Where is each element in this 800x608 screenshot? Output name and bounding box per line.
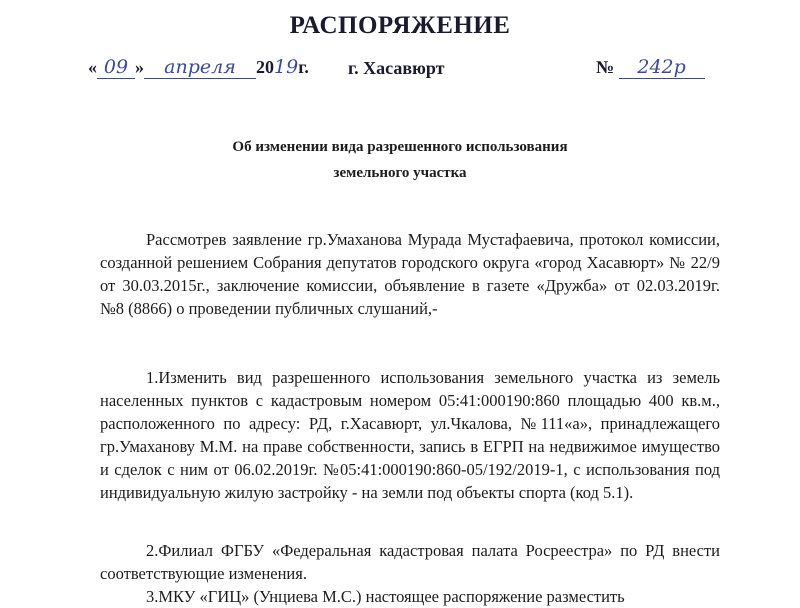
subject-line-2: земельного участка [333,165,467,181]
date-open-quote: « [88,57,97,77]
paragraph-text: Рассмотрев заявление гр.Умаханова Мурада Мустафаевича, протокол комиссии, созданной решением Собрания депутатов городского округа «город Хасавюрт» № 22/9 от 30.03.2015г., заключение комиссии, объявление в газете «Дружба» от 02.03.2019г. №8 (8866) о проведении публичных слушаний,- [100,230,720,318]
date-close-quote: » [135,57,144,77]
date-month: апреля [144,56,256,79]
paragraph-item-1 [100,366,720,504]
date-year-prefix: 20 [256,57,274,77]
document-date [88,56,309,79]
document-subject [0,134,800,186]
document-title: РАСПОРЯЖЕНИЕ [289,12,511,39]
date-year-end: г. [298,57,309,77]
paragraph-text: 2.Филиал ФГБУ «Федеральная кадастровая палата Росреестра» по РД внести соответствующие изменения. [100,541,720,583]
paragraph-item-3 [100,585,720,608]
subject-line-1: Об изменении вида разрешенного использования [232,139,568,155]
document-city: г. Хасавюрт [348,58,445,78]
paragraph-text: 3.МКУ «ГИЦ» (Унциева М.С.) настоящее распоряжение разместить [146,587,625,606]
date-day: 09 [97,56,135,79]
paragraph-text: 1.Изменить вид разрешенного использования земельного участка из земель населенных пунктов с кадастровым номером 05:41:000190:860 площадью 400 кв.м., расположенного по адресу: РД, г.Хасавюрт, ул.Чкалова, №111«а», принадлежащего гр.Умаханову М.М. на праве собственности, запись в ЕГРП на недвижимое имущество и сделок с ним от 06.02.2019г. №05:41:000190:860-05/192/2019-1, с использования под индивидуальную жилую застройку - на земли под объекты спорта (код 5.1). [100,368,720,502]
paragraph-item-2 [100,539,720,585]
date-year-suffix: 19 [274,56,299,78]
document-number [596,56,705,79]
number-label: № [596,57,615,77]
number-value: 242р [619,56,705,79]
paragraph-preamble [100,228,720,320]
